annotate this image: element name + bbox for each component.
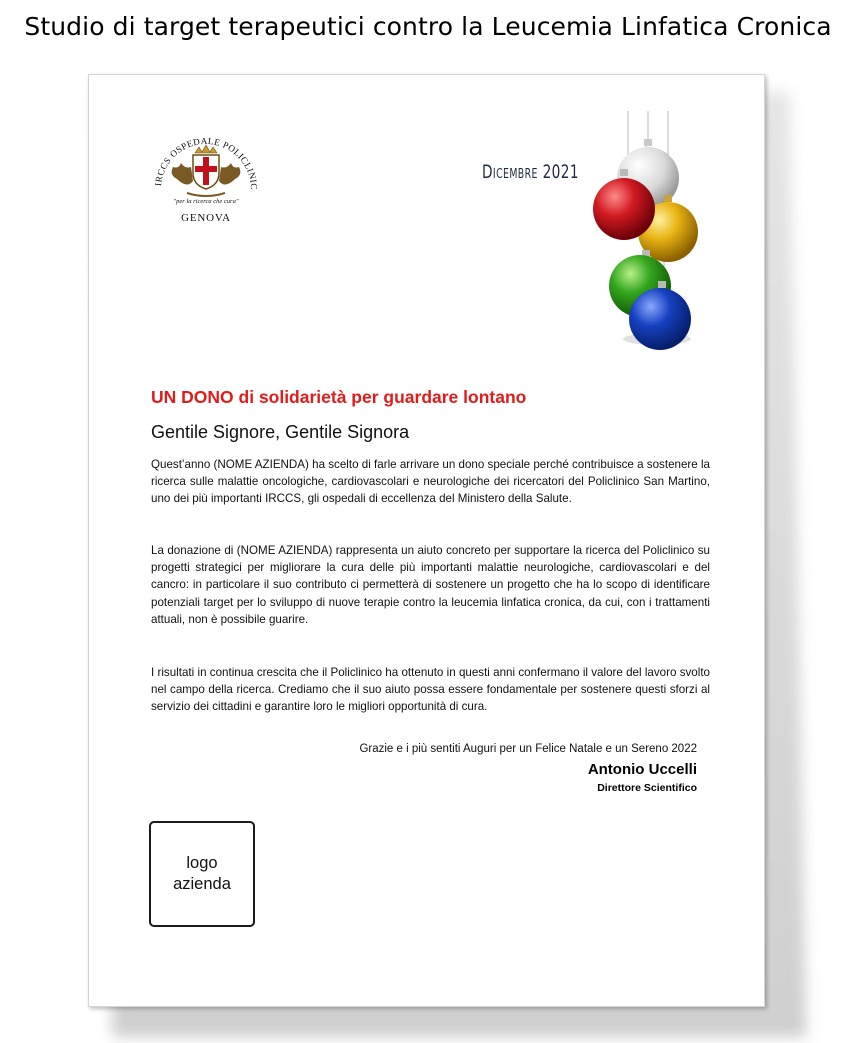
christmas-ornaments-icon — [582, 111, 712, 361]
signer-role: Direttore Scientifico — [597, 782, 697, 794]
hospital-logo — [147, 119, 265, 237]
logo-city: GENOVA — [181, 212, 231, 224]
letter-paragraph-3: I risultati in continua crescita che il Policlinico ha ottenuto in questi anni confermano il valore del lavoro svolto nel campo della ricerca. Crediamo che il suo aiuto possa essere fondamentale per sostenere questi sforzi al servizio dei cittadini e garantire loro le migliori opportunità di cura. — [151, 666, 710, 714]
christmas-ornaments — [582, 111, 712, 361]
signer-name: Antonio Uccelli — [587, 761, 697, 778]
company-logo-line1: logo — [186, 854, 218, 872]
letter-paragraph-1: Quest’anno (NOME AZIENDA) ha scelto di farle arrivare un dono speciale perché contribuisce a sostenere la ricerca sulle malattie oncologiche, cardiovascolari e neurologiche dei ricercatori del Policlinico San Martino, uno dei più importanti IRCCS, gli ospedali di eccellenza del Ministero della Salute. — [151, 458, 710, 506]
company-logo-line2: azienda — [173, 875, 231, 893]
letter-paragraph-2: La donazione di (NOME AZIENDA) rappresenta un aiuto concreto per supportare la ricerca del Policlinico su progetti strategici per migliorare la cura delle più importanti malattie neurologiche, cardiovascolari e del cancro: in particolare il suo contributo ci permetterà di sostenere un progetto che ha lo scopo di identificare potenziali target per lo sviluppo di nuove terapie contro la leucemia linfatica cronica, da cui, con i trattamenti attuali, non è possibile guarire. — [151, 544, 710, 626]
hospital-crest-icon — [147, 119, 265, 237]
letter-date: Dicembre 2021 — [482, 161, 579, 183]
document-title: Studio di target terapeutici contro la Leucemia Linfatica Cronica — [24, 12, 832, 41]
logo-ring-text: IRCCS OSPEDALE POLICLINIC — [153, 135, 260, 191]
company-logo-placeholder — [149, 821, 255, 927]
letter-headline: UN DONO di solidarietà per guardare lontano — [151, 387, 527, 407]
letter-closing: Grazie e i più sentiti Auguri per un Felice Natale e un Sereno 2022 — [359, 743, 697, 755]
letter-greeting: Gentile Signore, Gentile Signora — [151, 422, 410, 442]
logo-motto: "per la ricerca che cura" — [173, 198, 239, 205]
letter-page — [88, 74, 765, 1007]
